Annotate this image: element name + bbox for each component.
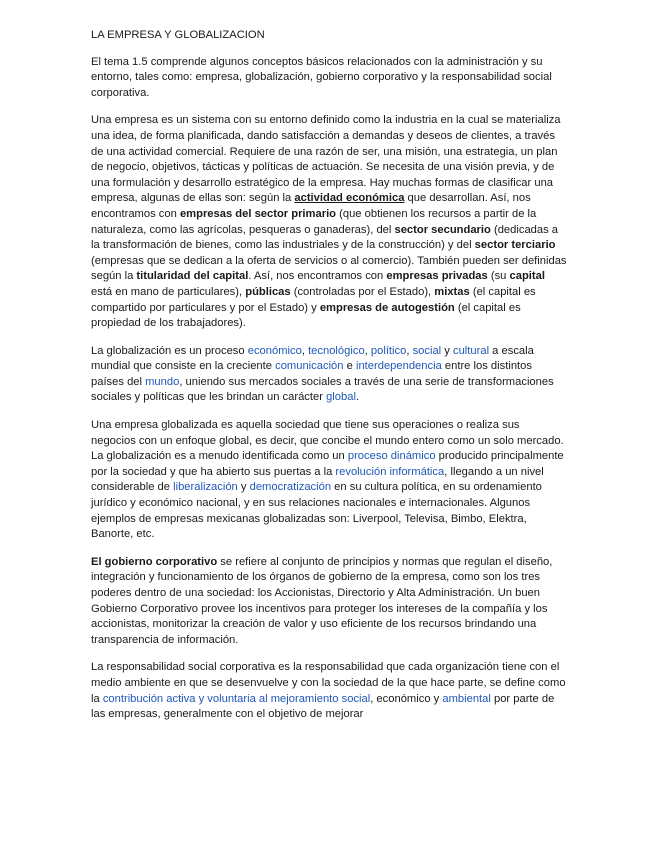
term-sector-terciario: sector terciario bbox=[474, 239, 556, 252]
link-interdependencia[interactable]: interdependencia bbox=[355, 360, 442, 373]
paragraph-empresa bbox=[91, 113, 567, 331]
link-proceso-dinamico[interactable]: proceso dinámico bbox=[347, 450, 436, 463]
link-ambiental[interactable]: ambiental bbox=[442, 692, 491, 705]
link-contribucion-activa[interactable]: contribución activa y voluntaria al mejoramiento social bbox=[102, 692, 371, 705]
link-economico[interactable]: económico bbox=[247, 344, 302, 357]
document-body bbox=[91, 28, 567, 735]
link-mundo[interactable]: mundo bbox=[145, 375, 180, 388]
paragraph-intro: El tema 1.5 comprende algunos conceptos básicos relacionados con la administración y su entorno, tales como: empresa, globalización, gobierno corporativo y la responsabilidad social corporativa. bbox=[91, 55, 552, 99]
term-empresas-privadas: empresas privadas bbox=[386, 270, 488, 283]
text: por parte de las empresas, generalmente con el objetivo de mejorar bbox=[91, 692, 555, 721]
paragraph-responsabilidad-social bbox=[91, 660, 567, 722]
term-gobierno-corporativo: El gobierno corporativo bbox=[91, 555, 218, 568]
text: (el capital es propiedad de los trabajadores). bbox=[91, 301, 521, 330]
text: (controladas por el Estado), bbox=[290, 285, 435, 298]
text: se refiere al conjunto de principios y normas que regulan el diseño, integración y funcionamiento de los órganos de gobierno de la empresa, como son los tres poderes dentro de una sociedad: los Accionistas, Directorio y Alta Administración. Un buen Gobierno Corporativo provee los incentivos para proteger los intereses de la compañía y los accionistas, monitorizar la creación de valor y uso eficiente de los recursos brindando una transparencia de información. bbox=[91, 555, 553, 646]
text: a escala mundial que consiste en la creciente bbox=[91, 344, 534, 373]
text: que desarrollan. Así, nos encontramos con bbox=[91, 192, 531, 220]
term-autogestion: empresas de autogestión bbox=[319, 301, 455, 314]
text: en su cultura política, en su ordenamiento jurídico y económico nacional, y en sus relaciones nacionales e internacionales. Algunos ejemplos de empresas mexicanas globalizadas son: Liverpool, Televisa, Bimbo, Elektra, Banorte, etc. bbox=[91, 481, 542, 541]
term-actividad-economica: actividad económica bbox=[294, 192, 405, 205]
text: (que obtienen los recursos a partir de la naturaleza, como las agrícolas, pesqueras o ganaderas), del bbox=[91, 207, 537, 236]
text: , uniendo sus mercados sociales a través de una serie de transformaciones sociales y políticas que les brindan un carácter bbox=[91, 375, 554, 404]
text: Una empresa globalizada es aquella sociedad que tiene sus operaciones o realiza sus negocios con un enfoque global, es decir, que concibe el mundo entero como un solo mercado. La globalización es a menudo identificada como un bbox=[91, 419, 564, 463]
text: y bbox=[441, 344, 453, 357]
link-tecnologico[interactable]: tecnológico bbox=[308, 344, 365, 357]
text: (el capital es compartido por particulares y por el Estado) y bbox=[91, 285, 536, 314]
text: Una empresa es un sistema con su entorno definido como la industria en la cual se materializa una idea, de forma planificada, dando satisfacción a demandas y deseos de clientes, a través de una actividad comercial. Requiere de una razón de ser, una misión, una estrategia, un plan de negocio, objetivos, tácticas y políticas de actuación. Se necesita de una visión previa, y de una formulación y desarrollo estratégico de la empresa. Hay muchas formas de clasificar una empresa, algunas de ellas son: según la bbox=[91, 114, 561, 205]
text: , económico y bbox=[370, 692, 443, 705]
text: e bbox=[343, 360, 356, 373]
text: La responsabilidad social corporativa es la responsabilidad que cada organización tiene con el medio ambiente en que se desenvuelve y con la sociedad de la que hace parte, se define como la bbox=[91, 661, 566, 705]
link-global[interactable]: global bbox=[326, 391, 356, 404]
link-liberalizacion[interactable]: liberalización bbox=[173, 481, 238, 494]
term-titularidad-capital: titularidad del capital bbox=[136, 270, 249, 283]
text: , bbox=[301, 344, 309, 357]
link-revolucion-informatica[interactable]: revolución informática bbox=[335, 465, 445, 478]
term-sector-secundario: sector secundario bbox=[394, 223, 491, 236]
paragraph-empresa-globalizada bbox=[91, 418, 567, 543]
term-capital: capital bbox=[509, 270, 545, 283]
term-mixtas: mixtas bbox=[434, 285, 470, 298]
text: y bbox=[237, 481, 250, 494]
document-title: LA EMPRESA Y GLOBALIZACION bbox=[91, 29, 265, 41]
text: . bbox=[355, 391, 360, 404]
paragraph-globalizacion bbox=[91, 344, 567, 406]
link-cultural[interactable]: cultural bbox=[452, 344, 490, 357]
text: . Así, nos encontramos con bbox=[248, 270, 387, 283]
text: está en mano de particulares), bbox=[91, 285, 246, 298]
text: , bbox=[406, 344, 413, 357]
text: , bbox=[364, 344, 371, 357]
text: (dedicadas a la transformación de bienes, como las industriales y de la construcción) y del bbox=[91, 223, 559, 252]
paragraph-gobierno-corporativo bbox=[91, 555, 567, 649]
link-social[interactable]: social bbox=[412, 344, 442, 357]
text: (su bbox=[487, 270, 510, 283]
link-democratizacion[interactable]: democratización bbox=[249, 481, 332, 494]
term-publicas: públicas bbox=[245, 285, 291, 298]
text: (empresas que se dedican a la oferta de servicios o al comercio). También pueden ser definidas según la bbox=[91, 254, 567, 283]
text: , llegando a un nivel considerable de bbox=[91, 465, 544, 494]
link-comunicacion[interactable]: comunicación bbox=[275, 360, 344, 373]
text: entre los distintos países del bbox=[91, 360, 532, 388]
text: producido principalmente por la sociedad y que ha abierto sus puertas a la bbox=[91, 450, 564, 478]
text: La globalización es un proceso bbox=[91, 344, 248, 357]
term-sector-primario: empresas del sector primario bbox=[179, 207, 337, 220]
link-politico[interactable]: político bbox=[370, 344, 407, 357]
